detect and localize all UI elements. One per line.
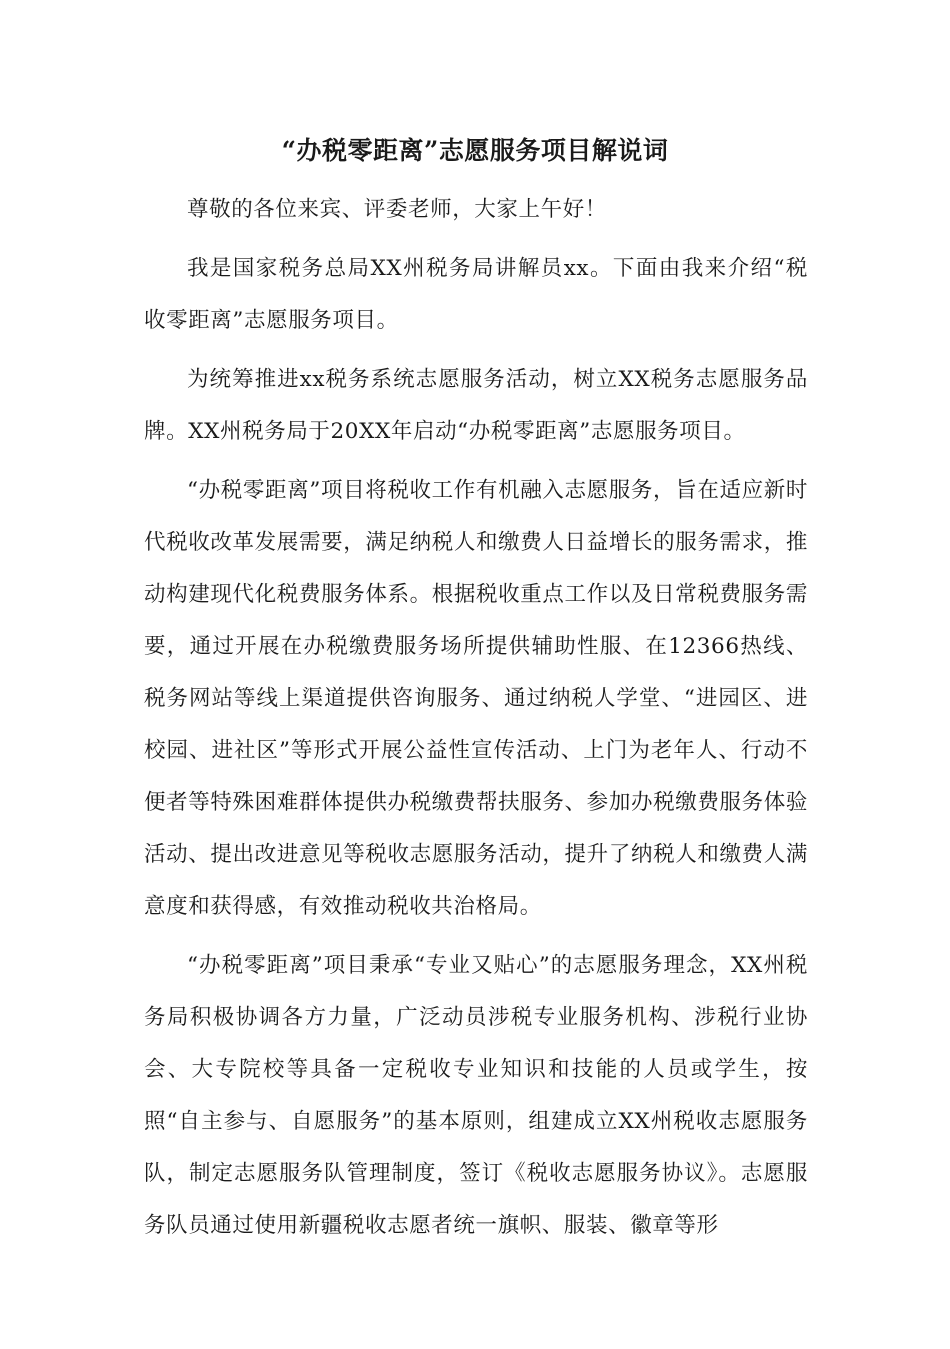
document-body	[144, 184, 808, 1349]
document-title: “办税零距离”志愿服务项目解说词	[281, 136, 669, 165]
paragraph-greeting: 尊敬的各位来宾、评委老师，大家上午好！	[187, 197, 607, 222]
paragraph-introduction: 我是国家税务总局XX州税务局讲解员xx。下面由我来介绍“税收零距离”志愿服务项目。	[144, 256, 808, 333]
paragraph-project-launch: 为统筹推进xx税务系统志愿服务活动，树立XX税务志愿服务品牌。XX州税务局于20XX年启动“办税零距离”志愿服务项目。	[144, 367, 808, 444]
paragraph-project-purpose: “办税零距离”项目将税收工作有机融入志愿服务，旨在适应新时代税收改革发展需要，满足纳税人和缴费人日益增长的服务需求，推动构建现代化税费服务体系。根据税收重点工作以及日常税费服务需要，通过开展在办税缴费服务场所提供辅助性服、在12366热线、税务网站等线上渠道提供咨询服务、通过纳税人学堂、“进园区、进校园、进社区”等形式开展公益性宣传活动、上门为老年人、行动不便者等特殊困难群体提供办税缴费帮扶服务、参加办税缴费服务体验活动、提出改进意见等税收志愿服务活动，提升了纳税人和缴费人满意度和获得感，有效推动税收共治格局。	[144, 478, 808, 919]
paragraph-project-concept: “办税零距离”项目秉承“专业又贴心”的志愿服务理念，XX州税务局积极协调各方力量，广泛动员涉税专业服务机构、涉税行业协会、大专院校等具备一定税收专业知识和技能的人员或学生，按照“自主参与、自愿服务”的基本原则，组建成立XX州税收志愿服务队，制定志愿服务队管理制度，签订《税收志愿服务协议》。志愿服务队员通过使用新疆税收志愿者统一旗帜、服装、徽章等形	[144, 953, 808, 1238]
